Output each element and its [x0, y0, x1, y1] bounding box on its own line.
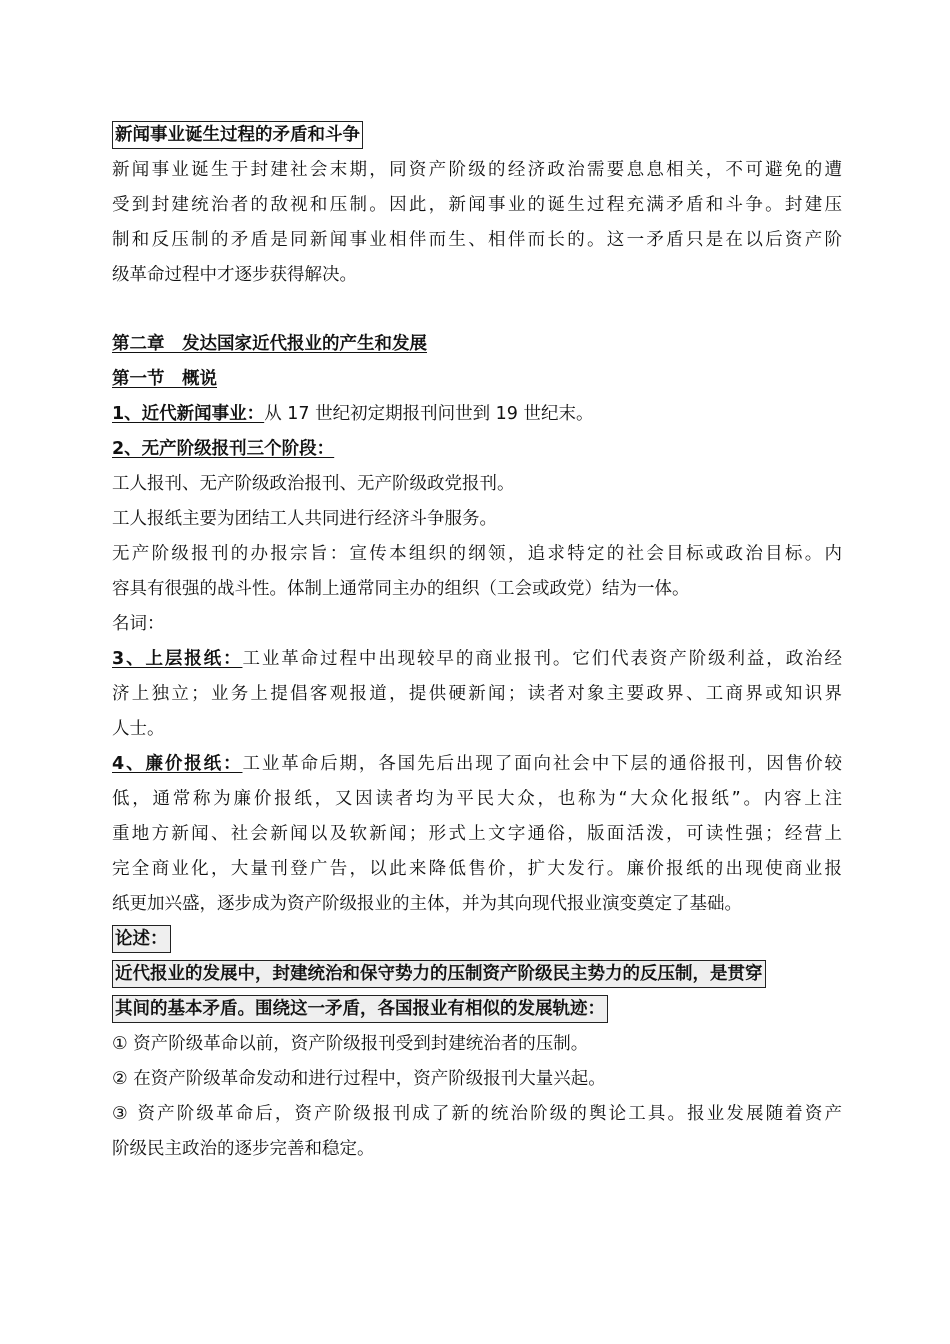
- spacer: [112, 293, 842, 327]
- body-line: 无产阶级报刊的办报宗旨：宣传本组织的纲领，追求特定的社会目标或政治目标。内: [112, 544, 842, 564]
- discussion-point: ① 资产阶级革命以前，资产阶级报刊受到封建统治者的压制。: [112, 1034, 589, 1054]
- body-line: 工人报刊、无产阶级政治报刊、无产阶级政党报刊。: [112, 474, 515, 494]
- discussion-label: 论述：: [112, 922, 842, 957]
- item-4-line: 低，通常称为廉价报纸，又因读者均为平民大众，也称为“大众化报纸”。内容上注: [112, 789, 842, 809]
- section-title: 第一节 概说: [112, 369, 217, 389]
- item-4-line: 重地方新闻、社会新闻以及软新闻；形式上文字通俗，版面活泼，可读性强；经营上: [112, 824, 842, 844]
- item-4-line: 纸更加兴盛，逐步成为资产阶级报业的主体，并为其向现代报业演变奠定了基础。: [112, 894, 742, 914]
- item-4-lead: 4、廉价报纸：: [112, 754, 243, 774]
- paragraph-line: 受到封建统治者的敌视和压制。因此，新闻事业的诞生过程充满矛盾和斗争。封建压: [112, 195, 842, 215]
- item-3-line: 人士。: [112, 719, 165, 739]
- item-1-lead: 1、近代新闻事业：: [112, 404, 265, 424]
- paragraph-line: 制和反压制的矛盾是同新闻事业相伴而生、相伴而长的。这一矛盾只是在以后资产阶: [112, 230, 842, 250]
- item-2: [112, 432, 842, 467]
- item-3-text: 工业革命过程中出现较早的商业报刊。它们代表资产阶级利益，政治经: [242, 649, 842, 669]
- discussion-thesis-line-1: 近代报业的发展中，封建统治和保守势力的压制资产阶级民主势力的反压制，是贯穿: [112, 957, 842, 992]
- item-1: [112, 397, 842, 432]
- item-1-text: 从 17 世纪初定期报刊问世到 19 世纪末。: [264, 404, 594, 424]
- discussion-point: ② 在资产阶级革命发动和进行过程中，资产阶级报刊大量兴起。: [112, 1069, 606, 1089]
- item-3-line: 济上独立；业务上提倡客观报道，提供硬新闻；读者对象主要政界、工商界或知识界: [112, 684, 842, 704]
- paragraph-line: 级革命过程中才逐步获得解决。: [112, 265, 357, 285]
- discussion-point-continued: 阶级民主政治的逐步完善和稳定。: [112, 1139, 375, 1159]
- body-line: 工人报纸主要为团结工人共同进行经济斗争服务。: [112, 509, 497, 529]
- body-line: 名词：: [112, 614, 165, 634]
- item-2-lead: 2、无产阶级报刊三个阶段：: [112, 439, 335, 459]
- item-3: [112, 642, 842, 677]
- document-page: [112, 118, 842, 1167]
- item-4-text: 工业革命后期，各国先后出现了面向社会中下层的通俗报刊，因售价较: [242, 754, 842, 774]
- section-heading: 新闻事业诞生过程的矛盾和斗争: [112, 118, 842, 153]
- discussion-point: ③ 资产阶级革命后，资产阶级报刊成了新的统治阶级的舆论工具。报业发展随着资产: [112, 1104, 842, 1124]
- item-4: [112, 747, 842, 782]
- body-line: 容具有很强的战斗性。体制上通常同主办的组织（工会或政党）结为一体。: [112, 579, 690, 599]
- item-3-lead: 3、上层报纸：: [112, 649, 243, 669]
- paragraph-line: 新闻事业诞生于封建社会末期，同资产阶级的经济政治需要息息相关，不可避免的遭: [112, 160, 842, 180]
- chapter-title: 第二章 发达国家近代报业的产生和发展: [112, 334, 427, 354]
- discussion-thesis-line-2: 其间的基本矛盾。围绕这一矛盾，各国报业有相似的发展轨迹：: [112, 992, 842, 1027]
- item-4-line: 完全商业化，大量刊登广告，以此来降低售价，扩大发行。廉价报纸的出现使商业报: [112, 859, 842, 879]
